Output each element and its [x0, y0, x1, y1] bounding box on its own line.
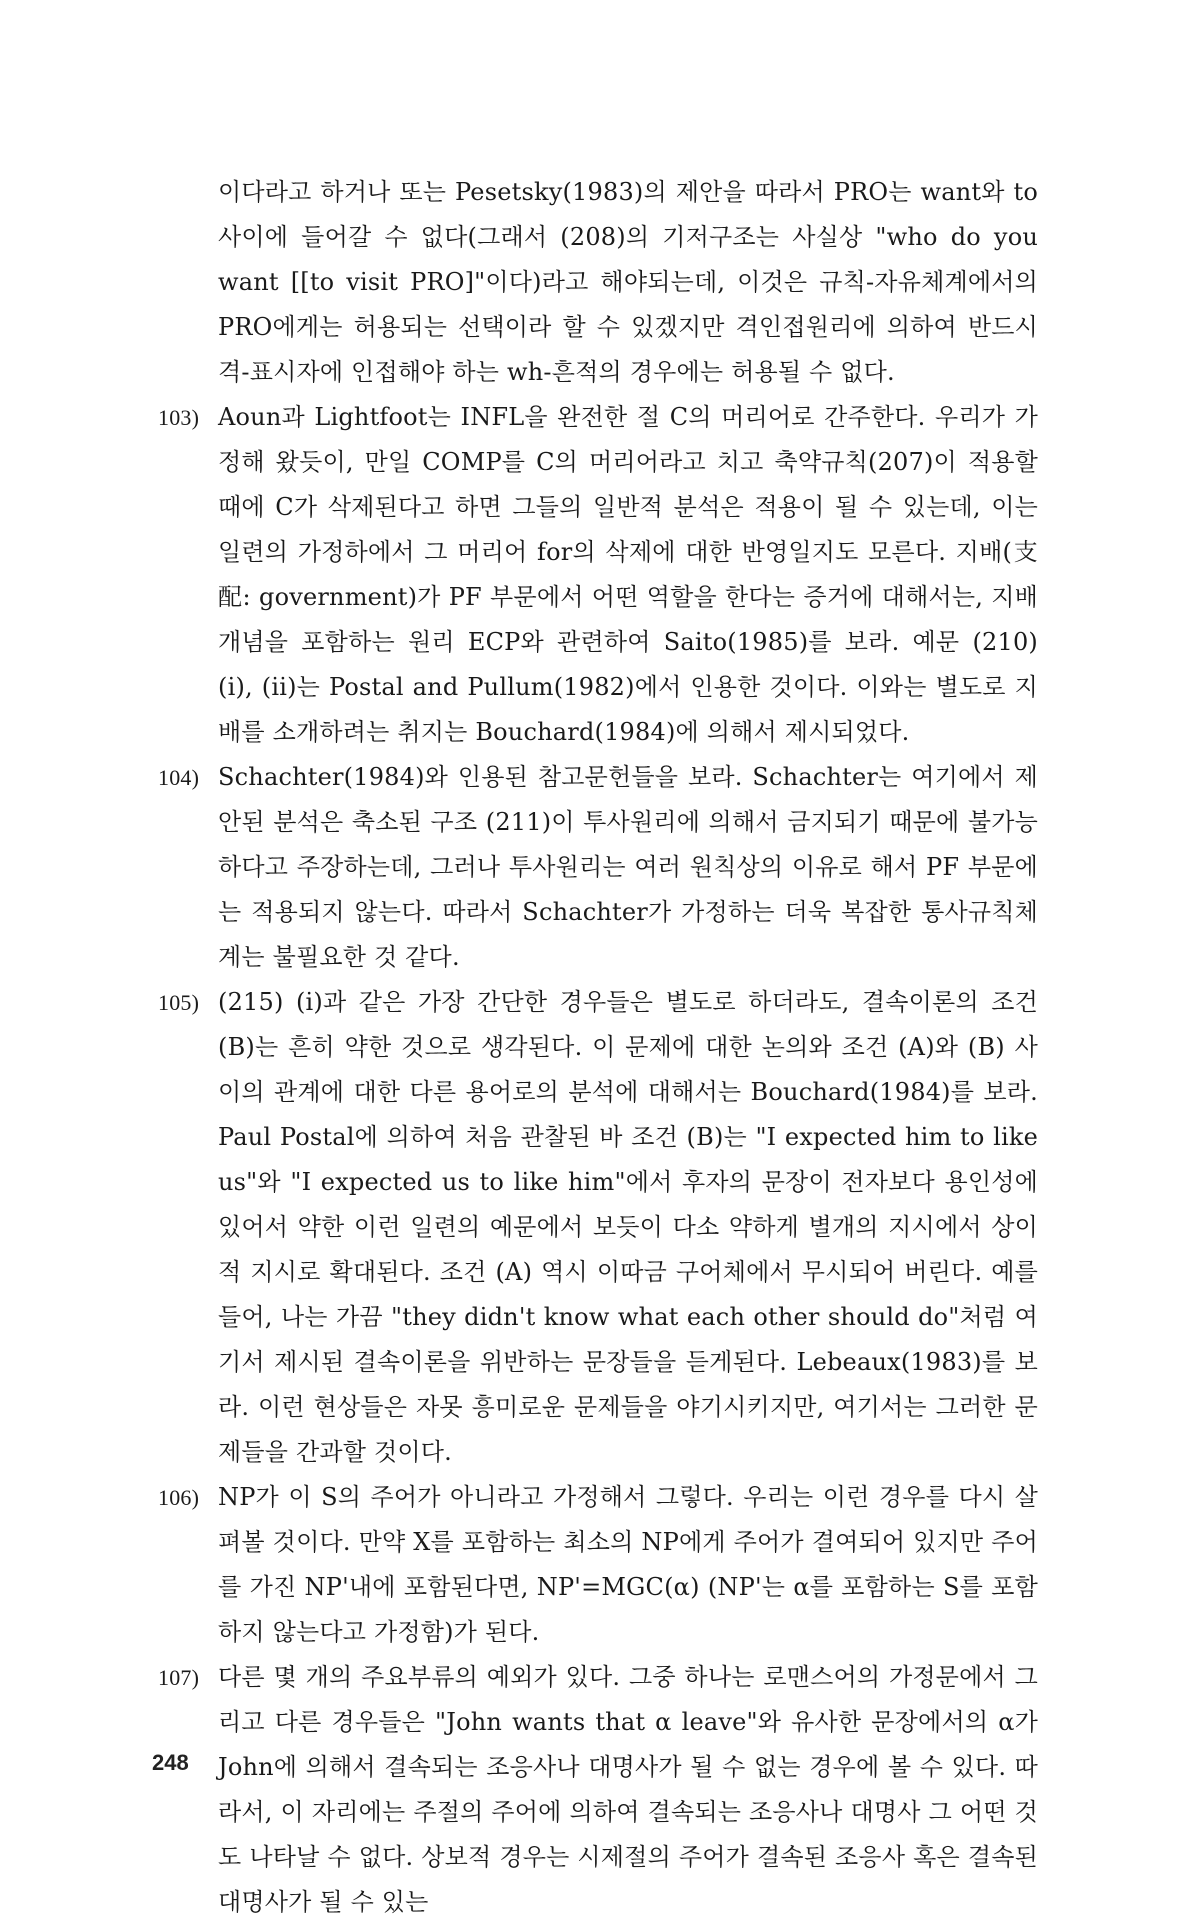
- note-number: 104): [158, 765, 200, 790]
- note-text: (215) (i)과 같은 가장 간단한 경우들은 별도로 하더라도, 결속이론의 조건 (B)는 흔히 약한 것으로 생각된다. 이 문제에 대한 논의와 조건 (A)와 (B) 사이의 관계에 대한 다른 용어로의 분석에 대해서는 Bouchard(1984)를 보라. Paul Postal에 의하여 처음 관찰된 바 조건 (B)는 "I expected him to like us"와 "I expected us to like him"에서 후자의 문장이 전자보다 용인성에 있어서 약한 이런 일련의 예문에서 보듯이 다소 약하게 별개의 지시에서 상이적 지시로 확대된다. 조건 (A) 역시 이따금 구어체에서 무시되어 버린다. 예를 들어, 나는 가끔 "they didn't know what each other should do"처럼 여기서 제시된 결속이론을 위반하는 문장들을 듣게된다. Lebeaux(1983)를 보라. 이런 현상들은 자못 흥미로운 문제들을 야기시키지만, 여기서는 그러한 문제들을 간과할 것이다.: [218, 988, 1038, 1466]
- note-106: [158, 1475, 1038, 1655]
- note-text: Aoun과 Lightfoot는 INFL을 완전한 절 C의 머리어로 간주한다. 우리가 가정해 왔듯이, 만일 COMP를 C의 머리어라고 치고 축약규칙(207)이 적용할 때에 C가 삭제된다고 하면 그들의 일반적 분석은 적용이 될 수 있는데, 이는 일련의 가정하에서 그 머리어 for의 삭제에 대한 반영일지도 모른다. 지배(支配: government)가 PF 부문에서 어떤 역할을 한다는 증거에 대해서는, 지배개념을 포함하는 원리 ECP와 관련하여 Saito(1985)를 보라. 예문 (210) (i), (ii)는 Postal and Pullum(1982)에서 인용한 것이다. 이와는 별도로 지배를 소개하려는 취지는 Bouchard(1984)에 의해서 제시되었다.: [218, 403, 1038, 746]
- note-continuation: [158, 170, 1038, 395]
- note-text: Schachter(1984)와 인용된 참고문헌들을 보라. Schachter는 여기에서 제안된 분석은 축소된 구조 (211)이 투사원리에 의해서 금지되기 때문에 불가능하다고 주장하는데, 그러나 투사원리는 여러 원칙상의 이유로 해서 PF 부문에는 적용되지 않는다. 따라서 Schachter가 가정하는 더욱 복잡한 통사규칙체계는 불필요한 것 같다.: [218, 763, 1038, 971]
- note-number: 105): [158, 990, 200, 1015]
- page-number: 248: [152, 1750, 189, 1775]
- note-105: [158, 980, 1038, 1475]
- note-number: 106): [158, 1485, 200, 1510]
- endnotes-section: [158, 170, 1038, 1925]
- note-text: NP가 이 S의 주어가 아니라고 가정해서 그렇다. 우리는 이런 경우를 다시 살펴볼 것이다. 만약 X를 포함하는 최소의 NP에게 주어가 결여되어 있지만 주어를 가진 NP'내에 포함된다면, NP'=MGC(α) (NP'는 α를 포함하는 S를 포함하지 않는다고 가정함)가 된다.: [218, 1483, 1038, 1646]
- note-104: [158, 755, 1038, 980]
- note-text: 다른 몇 개의 주요부류의 예외가 있다. 그중 하나는 로맨스어의 가정문에서 그리고 다른 경우들은 "John wants that α leave"와 유사한 문장에서의 α가 John에 의해서 결속되는 조응사나 대명사가 될 수 없는 경우에 볼 수 있다. 따라서, 이 자리에는 주절의 주어에 의하여 결속되는 조응사나 대명사 그 어떤 것도 나타날 수 없다. 상보적 경우는 시제절의 주어가 결속된 조응사 혹은 결속된 대명사가 될 수 있는: [218, 1663, 1038, 1916]
- note-text: 이다라고 하거나 또는 Pesetsky(1983)의 제안을 따라서 PRO는 want와 to 사이에 들어갈 수 없다(그래서 (208)의 기저구조는 사실상 "who do you want [[to visit PRO]"이다)라고 해야되는데, 이것은 규칙-자유체계에서의 PRO에게는 허용되는 선택이라 할 수 있겠지만 격인접원리에 의하여 반드시 격-표시자에 인접해야 하는 wh-흔적의 경우에는 허용될 수 없다.: [218, 178, 1038, 386]
- note-107: [158, 1655, 1038, 1925]
- note-number: 103): [158, 405, 200, 430]
- note-number: 107): [158, 1665, 200, 1690]
- note-103: [158, 395, 1038, 755]
